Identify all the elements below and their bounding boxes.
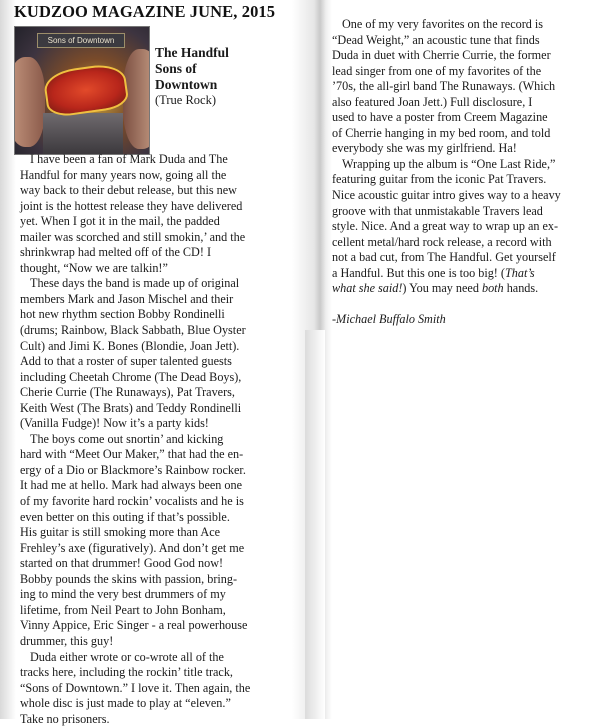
- text-line: Handful for many years now, going all the: [20, 167, 227, 182]
- text-line: ’70s, the all-girl band The Runaways. (Which: [332, 79, 556, 94]
- text-line: of Cherrie hanging in my bed room, and told: [332, 125, 551, 140]
- text-run: ) You may need: [402, 281, 482, 296]
- text-line: everybody she was my girlfriend. Ha!: [332, 141, 517, 156]
- album-name-line2: Downtown: [155, 77, 218, 92]
- album-artist: The Handful: [155, 45, 229, 60]
- text-run-italic: That’s: [504, 265, 535, 280]
- text-line: Cult) and Jimi K. Bones (Blondie, Joan Jett).: [20, 338, 240, 353]
- text-run-italic: what she said!: [332, 281, 403, 296]
- author-signature: -Michael Buffalo Smith: [332, 311, 446, 326]
- text-line: joint is the hottest release they have delivered: [20, 198, 243, 213]
- text-line: “Dead Weight,” an acoustic tune that finds: [332, 32, 540, 47]
- text-line: yet. When I got it in the mail, the padded: [20, 214, 220, 229]
- text-line: ergy of a Dio or Blackmore’s Rainbow rocker.: [20, 462, 246, 477]
- text-line: groove with that unmistakable Travers lead: [332, 203, 543, 218]
- text-line: One of my very favorites on the record is: [342, 17, 544, 31]
- text-run: hands.: [503, 281, 539, 296]
- text-line: way back to their debut release, but this new: [20, 183, 237, 198]
- album-title: [155, 45, 295, 93]
- text-line: Frehley’s axe (figuratively). And don’t get me: [20, 540, 245, 555]
- text-line: Add to that a roster of super talented guests: [20, 354, 232, 369]
- album-cover-image: [14, 26, 150, 155]
- page-fold-shadow: [305, 330, 325, 719]
- text-line: lead singer from one of my favorites of the: [332, 63, 542, 78]
- text-line: used to have a poster from Creem Magazine: [332, 110, 548, 125]
- text-line: Bobby pounds the skins with passion, bring-: [20, 571, 238, 586]
- text-line: Keith West (The Brats) and Teddy Rondinelli: [20, 400, 242, 415]
- text-line: style. Nice. And a great way to wrap up an ex-: [332, 219, 559, 234]
- masthead: KUDZOO MAGAZINE JUNE, 2015: [14, 2, 276, 21]
- text-line: of my favorite hard rockin’ vocalists and he is: [20, 494, 244, 509]
- text-line: Nice acoustic guitar intro gives way to a heavy: [332, 188, 561, 203]
- article-column-right: [332, 17, 582, 327]
- text-line: His guitar is still smoking more than Ace: [20, 525, 221, 540]
- text-line: It had me at hello. Mark had always been one: [20, 478, 243, 493]
- text-line: Duda either wrote or co-wrote all of the: [30, 649, 224, 664]
- album-genre: (True Rock): [155, 93, 216, 107]
- text-line: Cherie Currie (The Runaways), Pat Travers,: [20, 385, 235, 400]
- cover-face-right: [123, 49, 150, 149]
- text-line: The boys come out snortin’ and kicking: [30, 431, 224, 446]
- cover-street: [43, 113, 123, 154]
- text-line: [332, 281, 582, 297]
- text-line: (drums; Rainbow, Black Sabbath, Blue Oyster: [20, 323, 246, 338]
- text-line: I have been a fan of Mark Duda and The: [30, 152, 228, 166]
- album-name-line1: Sons of: [155, 61, 197, 76]
- text-line: mailer was scorched and still smokin,’ and the: [20, 229, 246, 244]
- text-line: [332, 266, 582, 282]
- text-line: started on that drummer! Good God now!: [20, 556, 224, 571]
- text-line: drummer, this guy!: [20, 633, 114, 648]
- text-run-italic: both: [481, 281, 504, 296]
- text-line: Duda in duet with Cherrie Currie, the former: [332, 48, 551, 63]
- article-column-left: [20, 152, 294, 727]
- text-line: members Mark and Jason Mischel and their: [20, 291, 234, 306]
- text-run: a Handful. But this one is too big! (: [332, 265, 505, 280]
- text-line: even better on this outing if that’s possible.: [20, 509, 230, 524]
- text-line: also featured Joan Jett.) Full disclosure, I: [332, 94, 533, 109]
- text-line: lifetime, from Neil Peart to John Bonham,: [20, 602, 226, 617]
- text-line: Wrapping up the album is “One Last Ride,”: [342, 156, 556, 171]
- text-line: hot new rhythm section Bobby Rondinelli: [20, 307, 225, 322]
- cover-face-left: [14, 57, 45, 147]
- text-line: cellent metal/hard rock release, a record with: [332, 234, 552, 249]
- text-line: These days the band is made up of original: [30, 276, 240, 291]
- text-line: whole disc is just made to play at “eleven.”: [20, 696, 231, 711]
- text-line: “Sons of Downtown.” I love it. Then again, the: [20, 680, 251, 695]
- text-line: featuring guitar from the iconic Pat Travers.: [332, 172, 547, 187]
- text-line: Vinny Appice, Eric Singer - a real powerhouse: [20, 618, 248, 633]
- text-line: not a bad cut, from The Handful. Get yourself: [332, 250, 556, 265]
- cover-banner: Sons of Downtown: [37, 33, 125, 48]
- text-line: (Vanilla Fudge)! Now it’s a party kids!: [20, 416, 209, 431]
- text-line: tracks here, including the rockin’ title track,: [20, 665, 233, 680]
- text-line: including Cheetah Chrome (The Dead Boys),: [20, 369, 242, 384]
- text-line: hard with “Meet Our Maker,” that had the en-: [20, 447, 244, 462]
- text-line: thought, “Now we are talkin!”: [20, 260, 168, 275]
- text-line: shrinkwrap had melted off of the CD! I: [20, 245, 212, 260]
- text-line: Take no prisoners.: [20, 711, 110, 726]
- text-line: ing to mind the very best drummers of my: [20, 587, 226, 602]
